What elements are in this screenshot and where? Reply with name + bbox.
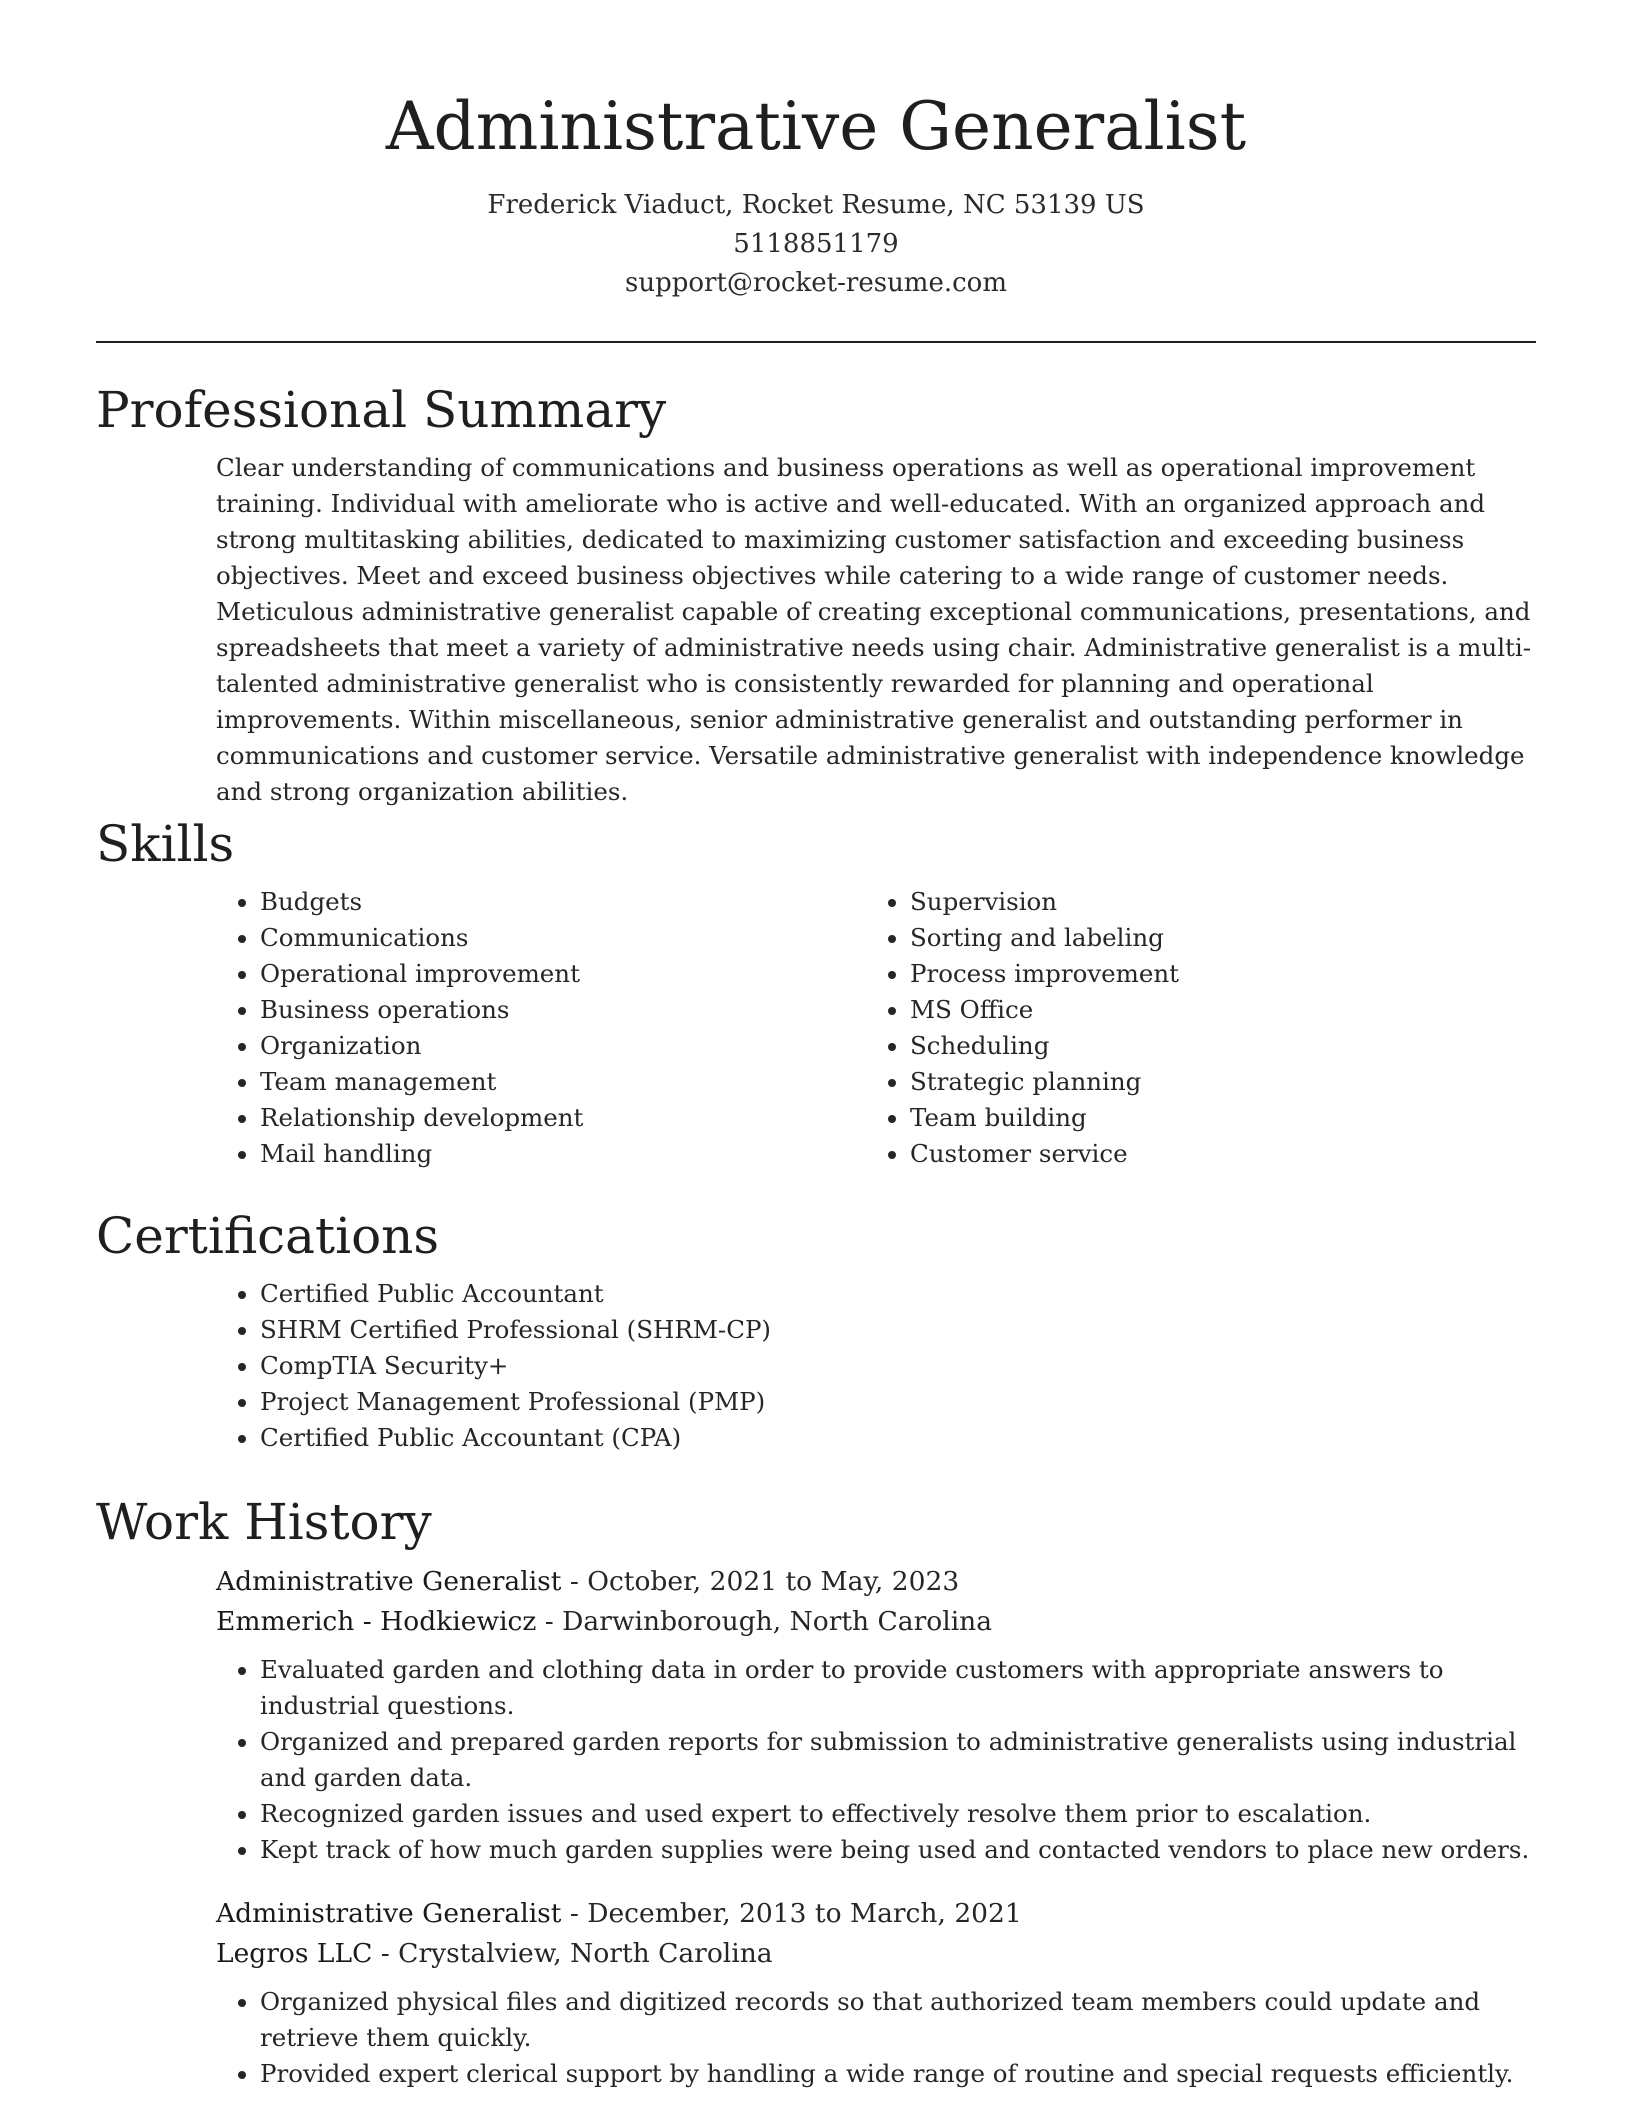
skill-item: • Mail handling (260, 1136, 866, 1172)
job-location: - Crystalview, North Carolina (372, 1938, 773, 1969)
job-dates: - October, 2021 to May, 2023 (561, 1566, 960, 1597)
skill-item: • Strategic planning (910, 1064, 1516, 1100)
skill-item: • Process improvement (910, 956, 1516, 992)
resume-header (0, 0, 1632, 303)
contact-block (0, 186, 1632, 303)
candidate-title: Administrative Generalist (385, 88, 1247, 165)
skill-item: • Scheduling (910, 1028, 1516, 1064)
job-company-line (216, 1934, 1536, 1974)
contact-phone: 5118851179 (733, 229, 899, 259)
summary-section (96, 378, 1536, 810)
skill-item: • Sorting and labeling (910, 920, 1516, 956)
work-history-heading: Work History (96, 1493, 432, 1551)
job-bullet: • Kept track of how much garden supplies were being used and contacted vendors to place new orders. (260, 1832, 1536, 1868)
skill-item: • Communications (260, 920, 866, 956)
skill-item: • Operational improvement (260, 956, 866, 992)
job-bullet: • Organized and prepared garden reports for submission to administrative generalists using industrial and garden data. (260, 1724, 1536, 1796)
certifications-list-wrap (216, 1276, 1536, 1456)
certification-item: • Certified Public Accountant (CPA) (260, 1420, 1536, 1456)
certification-item: • Project Management Professional (PMP) (260, 1384, 1536, 1420)
job-bullets (216, 1984, 1536, 2092)
summary-heading: Professional Summary (96, 381, 667, 439)
job-entry (216, 1562, 1536, 1868)
skills-heading: Skills (96, 815, 235, 873)
job-dates: - December, 2013 to March, 2021 (561, 1898, 1022, 1929)
certification-item: • CompTIA Security+ (260, 1348, 1536, 1384)
job-bullets (216, 1652, 1536, 1868)
skill-item: • Team management (260, 1064, 866, 1100)
header-divider (96, 341, 1536, 343)
certification-item: • Certified Public Accountant (260, 1276, 1536, 1312)
job-bullet: • Recognized garden issues and used expert to effectively resolve them prior to escalation. (260, 1796, 1536, 1832)
job-company: Legros LLC (216, 1938, 373, 1969)
job-bullet: • Evaluated garden and clothing data in order to provide customers with appropriate answers to industrial questions. (260, 1652, 1536, 1724)
certification-item: • SHRM Certified Professional (SHRM-CP) (260, 1312, 1536, 1348)
job-title-line (216, 1894, 1536, 1934)
skill-item: • Customer service (910, 1136, 1516, 1172)
skills-column-left (216, 884, 866, 1172)
skill-item: • Relationship development (260, 1100, 866, 1136)
job-bullet: • Provided expert clerical support by handling a wide range of routine and special requests efficiently. (260, 2056, 1536, 2092)
skill-item: • Supervision (910, 884, 1516, 920)
contact-address: Frederick Viaduct, Rocket Resume, NC 53139 US (487, 190, 1145, 220)
contact-email: support@rocket-resume.com (624, 268, 1007, 298)
skill-item: • Organization (260, 1028, 866, 1064)
skills-column-right (866, 884, 1516, 1172)
job-company: Emmerich - Hodkiewicz (216, 1606, 537, 1637)
certifications-section (96, 1204, 1536, 1456)
certifications-heading: Certifications (96, 1207, 440, 1265)
job-role: Administrative Generalist (216, 1898, 562, 1929)
job-entry (216, 1894, 1536, 2092)
skill-item: • Business operations (260, 992, 866, 1028)
skill-item: • Team building (910, 1100, 1516, 1136)
skills-section (96, 812, 1536, 1172)
job-company-line (216, 1602, 1536, 1642)
skills-list-right (866, 884, 1516, 1172)
job-title-line (216, 1562, 1536, 1602)
skill-item: • Budgets (260, 884, 866, 920)
skills-list-left (216, 884, 866, 1172)
job-role: Administrative Generalist (216, 1566, 562, 1597)
summary-text: Clear understanding of communications and business operations as well as operational improvement training. Individual with ameliorate who is active and well-educated. With an organized approach and strong multitasking abilities, dedicated to maximizing customer satisfaction and exceeding business objectives. Meet and exceed business objectives while catering to a wide range of customer needs. Meticulous administrative generalist capable of creating exceptional communications, presentations, and spreadsheets that meet a variety of administrative needs using chair. Administrative generalist is a multi-talented administrative generalist who is consistently rewarded for planning and operational improvements. Within miscellaneous, senior administrative generalist and outstanding performer in communications and customer service. Versatile administrative generalist with independence knowledge and strong organization abilities. (216, 453, 1531, 806)
job-location: - Darwinborough, North Carolina (536, 1606, 993, 1637)
certifications-list (216, 1276, 1536, 1456)
job-bullet: • Organized physical files and digitized records so that authorized team members could update and retrieve them quickly. (260, 1984, 1536, 2056)
skill-item: • MS Office (910, 992, 1516, 1028)
skills-grid (216, 884, 1536, 1172)
work-history-section (96, 1490, 1536, 2092)
